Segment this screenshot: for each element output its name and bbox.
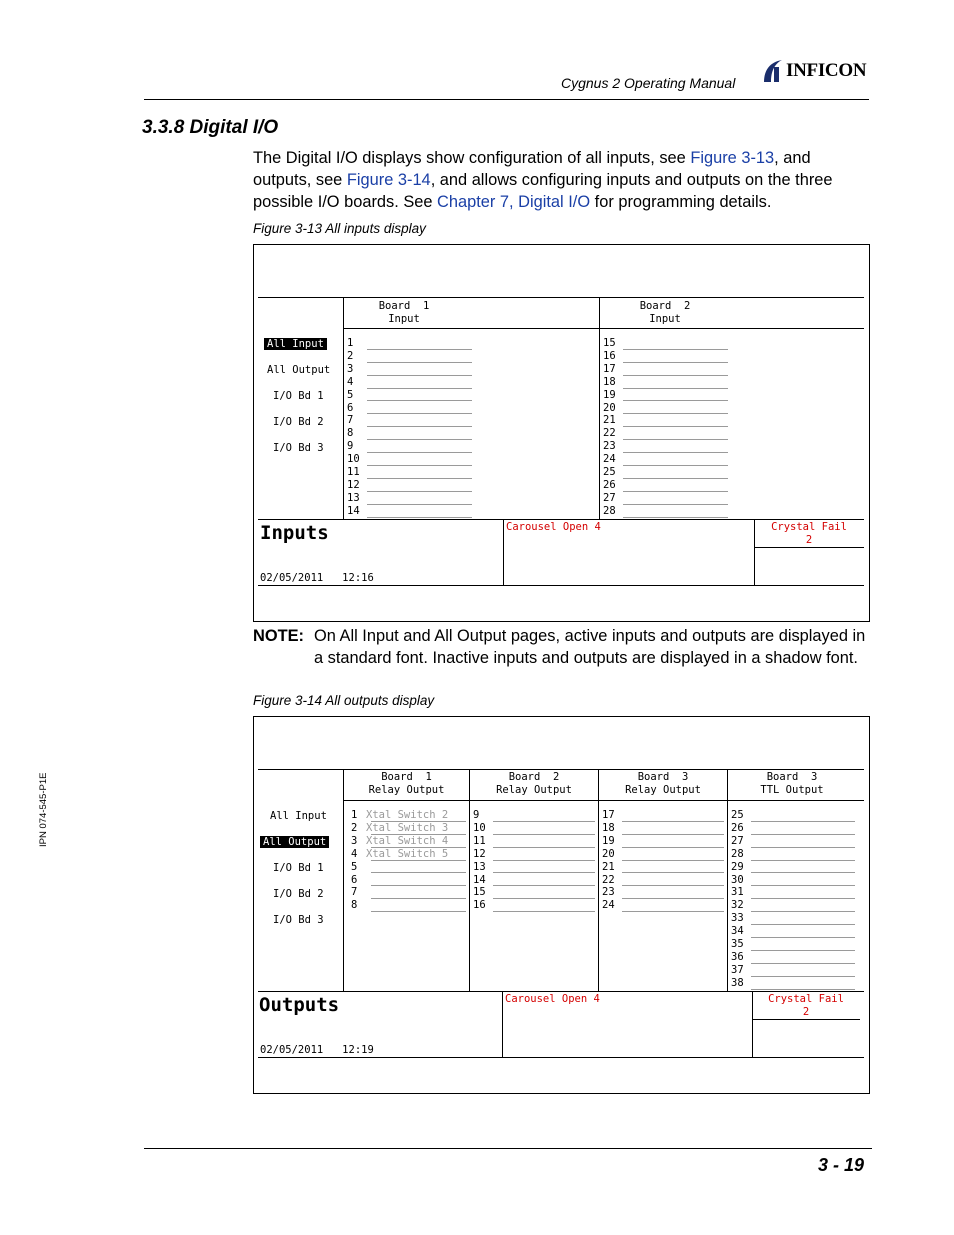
io-number: 12 xyxy=(473,847,486,860)
io-field-line xyxy=(622,872,724,873)
io-number: 11 xyxy=(347,466,360,478)
io-field-line xyxy=(493,834,595,835)
io-field-line xyxy=(751,937,855,938)
divider xyxy=(754,547,864,548)
section-paragraph xyxy=(253,147,873,213)
io-field-line xyxy=(622,821,724,822)
io-row[interactable] xyxy=(351,887,466,900)
io-field-line xyxy=(751,847,855,848)
io-row[interactable] xyxy=(731,939,855,952)
io-field-line xyxy=(493,860,595,861)
io-number: 14 xyxy=(473,873,486,886)
date-time: 02/05/2011 12:16 xyxy=(260,572,374,584)
io-field-line xyxy=(367,504,472,505)
io-row[interactable] xyxy=(602,836,724,849)
io-number: 17 xyxy=(603,362,616,375)
divider xyxy=(727,769,728,991)
io-row[interactable] xyxy=(603,467,728,480)
io-field-line xyxy=(371,885,466,886)
divider xyxy=(258,991,864,992)
menu-all-output[interactable]: All Output xyxy=(267,364,331,376)
io-row[interactable] xyxy=(347,441,472,454)
io-field-line xyxy=(493,898,595,899)
io-number: 20 xyxy=(602,847,615,860)
alarm-crystal-fail-label: Crystal Fail xyxy=(768,993,844,1005)
io-row[interactable] xyxy=(731,887,855,900)
menu-io-bd-1[interactable]: I/O Bd 1 xyxy=(273,862,324,874)
io-row[interactable] xyxy=(731,913,855,926)
divider xyxy=(752,1019,860,1020)
io-row[interactable] xyxy=(731,926,855,939)
io-row[interactable] xyxy=(473,887,595,900)
io-number: 1 xyxy=(347,337,354,349)
io-row[interactable] xyxy=(473,823,595,836)
io-row[interactable] xyxy=(473,849,595,862)
io-field-line xyxy=(751,911,855,912)
para-text: The Digital I/O displays show configuration of all inputs, see xyxy=(253,149,691,167)
io-number: 23 xyxy=(602,886,615,899)
io-row[interactable] xyxy=(603,403,728,416)
io-row[interactable] xyxy=(603,454,728,467)
para-text: , and allows configuring inputs and outputs on the three possible I/O boards. See xyxy=(253,171,833,211)
io-row[interactable] xyxy=(347,480,472,493)
io-number: 21 xyxy=(602,860,615,873)
io-field-line xyxy=(623,491,728,492)
figure-3-14-caption: Figure 3-14 All outputs display xyxy=(253,693,435,708)
io-number: 6 xyxy=(351,873,358,886)
io-number: 14 xyxy=(347,504,360,517)
io-field-line xyxy=(623,439,728,440)
io-field-line xyxy=(493,911,595,912)
io-number: 9 xyxy=(473,809,480,821)
io-row[interactable] xyxy=(347,364,472,377)
io-field-line xyxy=(371,911,466,912)
io-field-line xyxy=(367,388,472,389)
io-number: 38 xyxy=(731,976,744,989)
divider xyxy=(599,297,600,519)
io-number: 3 xyxy=(351,834,358,847)
io-row[interactable] xyxy=(473,810,595,823)
column-header-board-2: Board 2 Input xyxy=(639,300,691,325)
io-row[interactable] xyxy=(351,862,466,875)
divider xyxy=(258,1057,864,1058)
io-field-line xyxy=(367,439,472,440)
divider xyxy=(258,769,864,770)
menu-all-output[interactable]: All Output xyxy=(260,836,329,848)
io-number: 16 xyxy=(473,899,486,912)
divider xyxy=(503,519,504,585)
io-label: Xtal Switch 3 xyxy=(366,821,449,834)
io-number: 18 xyxy=(603,375,616,388)
io-number: 17 xyxy=(602,809,615,821)
io-field-line xyxy=(623,426,728,427)
io-number: 33 xyxy=(731,912,744,925)
io-number: 28 xyxy=(603,504,616,517)
io-number: 26 xyxy=(731,821,744,834)
io-field-line xyxy=(623,362,728,363)
io-row[interactable] xyxy=(602,849,724,862)
io-row[interactable] xyxy=(731,875,855,888)
alarm-crystal-fail-number: 2 xyxy=(805,534,813,546)
io-row[interactable] xyxy=(351,875,466,888)
io-number: 27 xyxy=(603,491,616,504)
io-field-line xyxy=(493,872,595,873)
link-chapter-7[interactable]: Chapter 7, Digital I/O xyxy=(437,193,591,211)
divider xyxy=(469,769,470,991)
io-row[interactable] xyxy=(603,390,728,403)
io-number: 13 xyxy=(473,860,486,873)
io-label: Xtal Switch 2 xyxy=(366,809,449,821)
io-field-line xyxy=(493,847,595,848)
io-row[interactable] xyxy=(603,338,728,351)
io-number: 1 xyxy=(351,809,358,821)
menu-io-bd-1[interactable]: I/O Bd 1 xyxy=(273,390,324,402)
io-field-line xyxy=(371,898,466,899)
io-field-line xyxy=(622,885,724,886)
io-field-line xyxy=(493,885,595,886)
io-row[interactable] xyxy=(603,441,728,454)
io-number: 24 xyxy=(603,453,616,466)
io-row[interactable] xyxy=(603,351,728,364)
io-row[interactable] xyxy=(731,810,855,823)
io-number: 28 xyxy=(731,847,744,860)
divider xyxy=(343,328,864,329)
io-row[interactable] xyxy=(603,493,728,506)
io-row[interactable] xyxy=(347,506,472,519)
io-label: Xtal Switch 5 xyxy=(366,847,449,860)
io-row[interactable] xyxy=(347,428,472,441)
io-row[interactable] xyxy=(602,823,724,836)
footer-rule xyxy=(144,1148,872,1149)
io-number: 2 xyxy=(351,821,358,834)
alarm-crystal-fail xyxy=(752,993,860,1019)
io-row[interactable] xyxy=(602,900,724,913)
io-row[interactable] xyxy=(731,965,855,978)
io-row[interactable] xyxy=(473,900,595,913)
io-row[interactable] xyxy=(602,875,724,888)
io-number: 30 xyxy=(731,873,744,886)
io-number: 31 xyxy=(731,886,744,899)
alarm-crystal-fail xyxy=(754,521,864,547)
io-row[interactable] xyxy=(603,480,728,493)
io-number: 34 xyxy=(731,925,744,938)
menu-io-bd-3[interactable]: I/O Bd 3 xyxy=(273,442,324,454)
io-number: 7 xyxy=(351,886,358,899)
io-field-line xyxy=(367,400,472,401)
io-row[interactable] xyxy=(602,862,724,875)
note-text: On All Input and All Output pages, active inputs and outputs are displayed in a standard font. Inactive inputs and outputs are displayed in a shadow font. xyxy=(314,627,866,667)
column-header-board-1: Board 1 Input xyxy=(378,300,430,325)
io-row[interactable] xyxy=(731,823,855,836)
screen-title: Outputs xyxy=(259,994,340,1016)
io-field-line xyxy=(622,898,724,899)
column-header-board-3-ttl: Board 3 TTL Output xyxy=(760,771,824,796)
divider xyxy=(258,585,864,586)
io-field-line xyxy=(622,834,724,835)
io-number: 10 xyxy=(347,453,360,466)
io-number: 12 xyxy=(347,478,360,491)
io-number: 21 xyxy=(603,414,616,427)
all-inputs-display xyxy=(253,244,870,622)
document-ipn-label: IPN 074-545-P1E xyxy=(38,772,49,847)
io-row[interactable] xyxy=(347,415,472,428)
header-rule xyxy=(144,99,869,100)
io-field-line xyxy=(623,504,728,505)
section-title: 3.3.8 Digital I/O xyxy=(142,117,279,138)
io-row[interactable] xyxy=(347,390,472,403)
column-header-board-1-relay: Board 1 Relay Output xyxy=(368,771,445,796)
io-number: 26 xyxy=(603,478,616,491)
io-number: 35 xyxy=(731,938,744,950)
io-number: 13 xyxy=(347,491,360,504)
io-row[interactable] xyxy=(351,849,466,862)
io-number: 15 xyxy=(603,337,616,349)
io-number: 22 xyxy=(603,427,616,440)
io-row[interactable] xyxy=(602,810,724,823)
io-number: 32 xyxy=(731,899,744,912)
io-row[interactable] xyxy=(473,836,595,849)
column-header-board-2-relay: Board 2 Relay Output xyxy=(496,771,572,796)
divider xyxy=(343,800,864,801)
io-field-line xyxy=(367,465,472,466)
io-number: 4 xyxy=(351,847,358,860)
io-row[interactable] xyxy=(473,862,595,875)
io-field-line xyxy=(493,821,595,822)
manual-title: Cygnus 2 Operating Manual xyxy=(561,75,736,91)
io-row[interactable] xyxy=(603,415,728,428)
io-row[interactable] xyxy=(603,506,728,519)
screen-title: Inputs xyxy=(260,522,329,544)
io-field-line xyxy=(622,911,724,912)
date-time: 02/05/2011 12:19 xyxy=(260,1044,374,1056)
inficon-logo xyxy=(760,58,874,84)
io-field-line xyxy=(367,375,472,376)
io-row[interactable] xyxy=(731,849,855,862)
io-field-line xyxy=(623,478,728,479)
logo-wordmark: INFICON xyxy=(786,60,867,81)
io-row[interactable] xyxy=(347,351,472,364)
io-number: 8 xyxy=(347,427,354,440)
io-row[interactable] xyxy=(473,875,595,888)
io-number: 3 xyxy=(347,362,354,375)
io-field-line xyxy=(751,989,855,990)
io-number: 5 xyxy=(351,860,358,873)
link-figure-3-13[interactable]: Figure 3-13 xyxy=(690,149,775,167)
io-number: 22 xyxy=(602,873,615,886)
divider xyxy=(343,297,344,519)
io-number: 16 xyxy=(603,349,616,362)
io-field-line xyxy=(622,860,724,861)
io-field-line xyxy=(367,517,472,518)
alarm-crystal-fail-number: 2 xyxy=(802,1006,810,1018)
figure-3-13-caption: Figure 3-13 All inputs display xyxy=(253,221,426,236)
io-number: 4 xyxy=(347,375,354,388)
io-number: 25 xyxy=(603,466,616,478)
io-number: 36 xyxy=(731,950,744,963)
io-field-line xyxy=(367,452,472,453)
link-figure-3-14[interactable]: Figure 3-14 xyxy=(346,171,431,189)
io-field-line xyxy=(751,834,855,835)
io-field-line xyxy=(751,821,855,822)
divider xyxy=(598,769,599,991)
io-number: 25 xyxy=(731,809,744,821)
io-field-line xyxy=(623,517,728,518)
io-field-line xyxy=(367,491,472,492)
menu-all-input[interactable]: All Input xyxy=(270,810,327,822)
io-row[interactable] xyxy=(731,952,855,965)
menu-io-bd-2[interactable]: I/O Bd 2 xyxy=(273,416,324,428)
io-field-line xyxy=(623,452,728,453)
io-number: 15 xyxy=(473,886,486,899)
io-field-line xyxy=(622,847,724,848)
divider xyxy=(502,991,503,1057)
io-field-line xyxy=(751,872,855,873)
io-number: 8 xyxy=(351,899,358,912)
io-row[interactable] xyxy=(351,900,466,913)
io-field-line xyxy=(367,478,472,479)
io-field-line xyxy=(623,465,728,466)
io-row[interactable] xyxy=(603,364,728,377)
io-label: Xtal Switch 4 xyxy=(366,834,449,847)
io-number: 29 xyxy=(731,860,744,873)
io-row[interactable] xyxy=(347,403,472,416)
io-row[interactable] xyxy=(731,836,855,849)
io-field-line xyxy=(371,860,466,861)
note-label: NOTE: xyxy=(253,627,304,645)
io-number: 18 xyxy=(602,821,615,834)
io-row[interactable] xyxy=(347,338,472,351)
io-row[interactable] xyxy=(731,900,855,913)
io-row[interactable] xyxy=(603,428,728,441)
column-header-board-3-relay: Board 3 Relay Output xyxy=(625,771,701,796)
io-field-line xyxy=(751,963,855,964)
io-number: 19 xyxy=(602,834,615,847)
io-field-line xyxy=(751,898,855,899)
io-number: 20 xyxy=(603,401,616,414)
page-number: 3 - 19 xyxy=(817,1155,864,1175)
io-number: 19 xyxy=(603,388,616,401)
io-field-line xyxy=(623,400,728,401)
divider xyxy=(343,769,344,991)
io-number: 24 xyxy=(602,899,615,912)
io-field-line xyxy=(623,375,728,376)
io-row[interactable] xyxy=(731,978,855,991)
io-field-line xyxy=(751,885,855,886)
menu-io-bd-3[interactable]: I/O Bd 3 xyxy=(273,914,324,926)
io-field-line xyxy=(367,426,472,427)
para-text: for programming details. xyxy=(590,193,772,211)
io-field-line xyxy=(751,976,855,977)
io-field-line xyxy=(751,924,855,925)
alarm-carousel-open: Carousel Open 4 xyxy=(506,521,601,533)
io-row[interactable] xyxy=(347,454,472,467)
io-field-line xyxy=(367,413,472,414)
io-field-line xyxy=(751,950,855,951)
divider xyxy=(258,519,864,520)
io-number: 5 xyxy=(347,388,354,401)
io-field-line xyxy=(623,349,728,350)
alarm-crystal-fail-label: Crystal Fail xyxy=(771,521,847,533)
para-text: , and outputs, see xyxy=(253,149,811,189)
io-number: 10 xyxy=(473,821,486,834)
io-row[interactable] xyxy=(347,467,472,480)
io-field-line xyxy=(371,872,466,873)
io-row[interactable] xyxy=(347,493,472,506)
io-number: 2 xyxy=(347,349,354,362)
menu-all-input[interactable]: All Input xyxy=(264,338,327,350)
io-number: 7 xyxy=(347,414,354,427)
io-field-line xyxy=(623,413,728,414)
inficon-logo-mark-icon xyxy=(760,58,786,84)
io-row[interactable] xyxy=(602,887,724,900)
io-number: 23 xyxy=(603,440,616,453)
io-field-line xyxy=(367,349,472,350)
divider xyxy=(258,297,864,298)
all-outputs-display xyxy=(253,716,870,1094)
io-number: 6 xyxy=(347,401,354,414)
io-row[interactable] xyxy=(731,862,855,875)
io-row[interactable] xyxy=(347,377,472,390)
io-field-line xyxy=(623,388,728,389)
alarm-carousel-open: Carousel Open 4 xyxy=(505,993,600,1005)
io-field-line xyxy=(751,860,855,861)
io-field-line xyxy=(367,362,472,363)
io-number: 11 xyxy=(473,834,486,847)
io-row[interactable] xyxy=(603,377,728,390)
io-number: 9 xyxy=(347,440,354,453)
io-number: 27 xyxy=(731,834,744,847)
menu-io-bd-2[interactable]: I/O Bd 2 xyxy=(273,888,324,900)
io-number: 37 xyxy=(731,963,744,976)
